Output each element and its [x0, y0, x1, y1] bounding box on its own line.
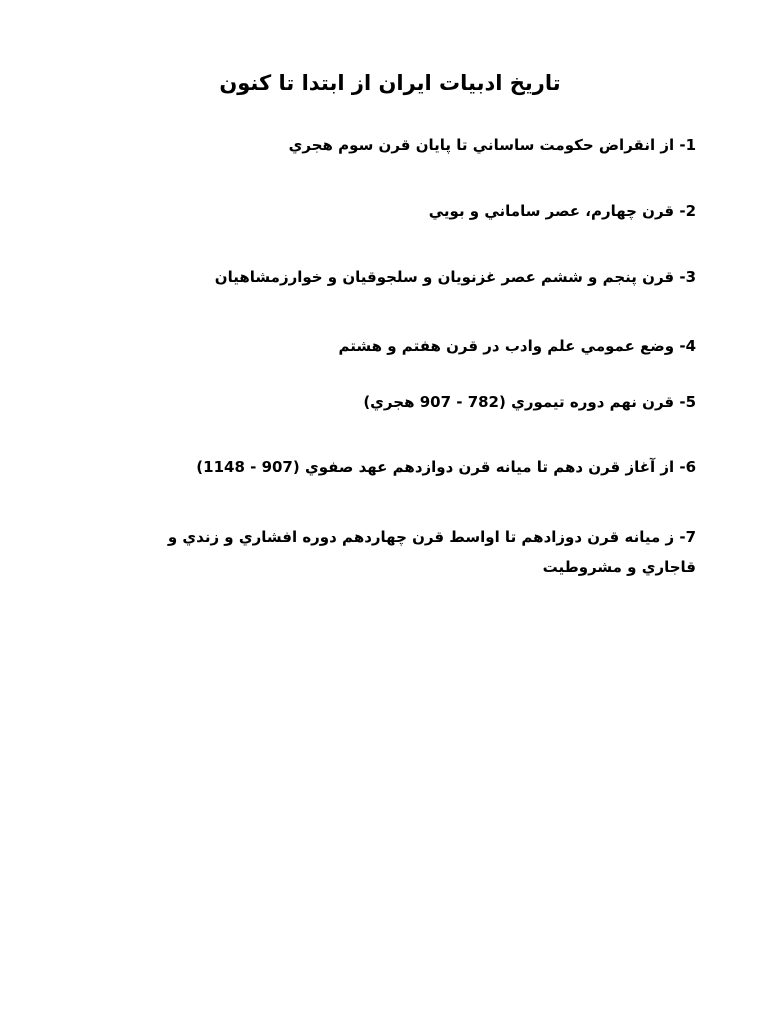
list-item-2: 2- قرن چهارم، عصر ساماني و بويي: [428, 202, 696, 220]
list-item-6: 6- از آغاز قرن دهم تا ميانه قرن دوازدهم عهد صفوي (907 - 1148): [196, 458, 696, 476]
document-title: تاریخ ادبیات ایران از ابتدا تا کنون: [219, 71, 561, 95]
list-item-5: 5- قرن نهم دوره تيموري (782 - 907 هجري): [363, 393, 696, 411]
list-item-1: 1- از انقراض حکومت ساساني تا پايان قرن سوم هجري: [288, 136, 696, 154]
list-item-7: 7- ز ميانه قرن دوزادهم تا اواسط قرن چهاردهم دوره افشاري و زندي و قاجاري و مشروطيت: [167, 528, 696, 576]
list-item-3: 3- قرن پنجم و ششم عصر غزنويان و سلجوقيان و خوارزمشاهيان: [214, 268, 696, 286]
list-item-4: 4- وضع عمومي علم وادب در قرن هفتم و هشتم: [338, 337, 696, 355]
